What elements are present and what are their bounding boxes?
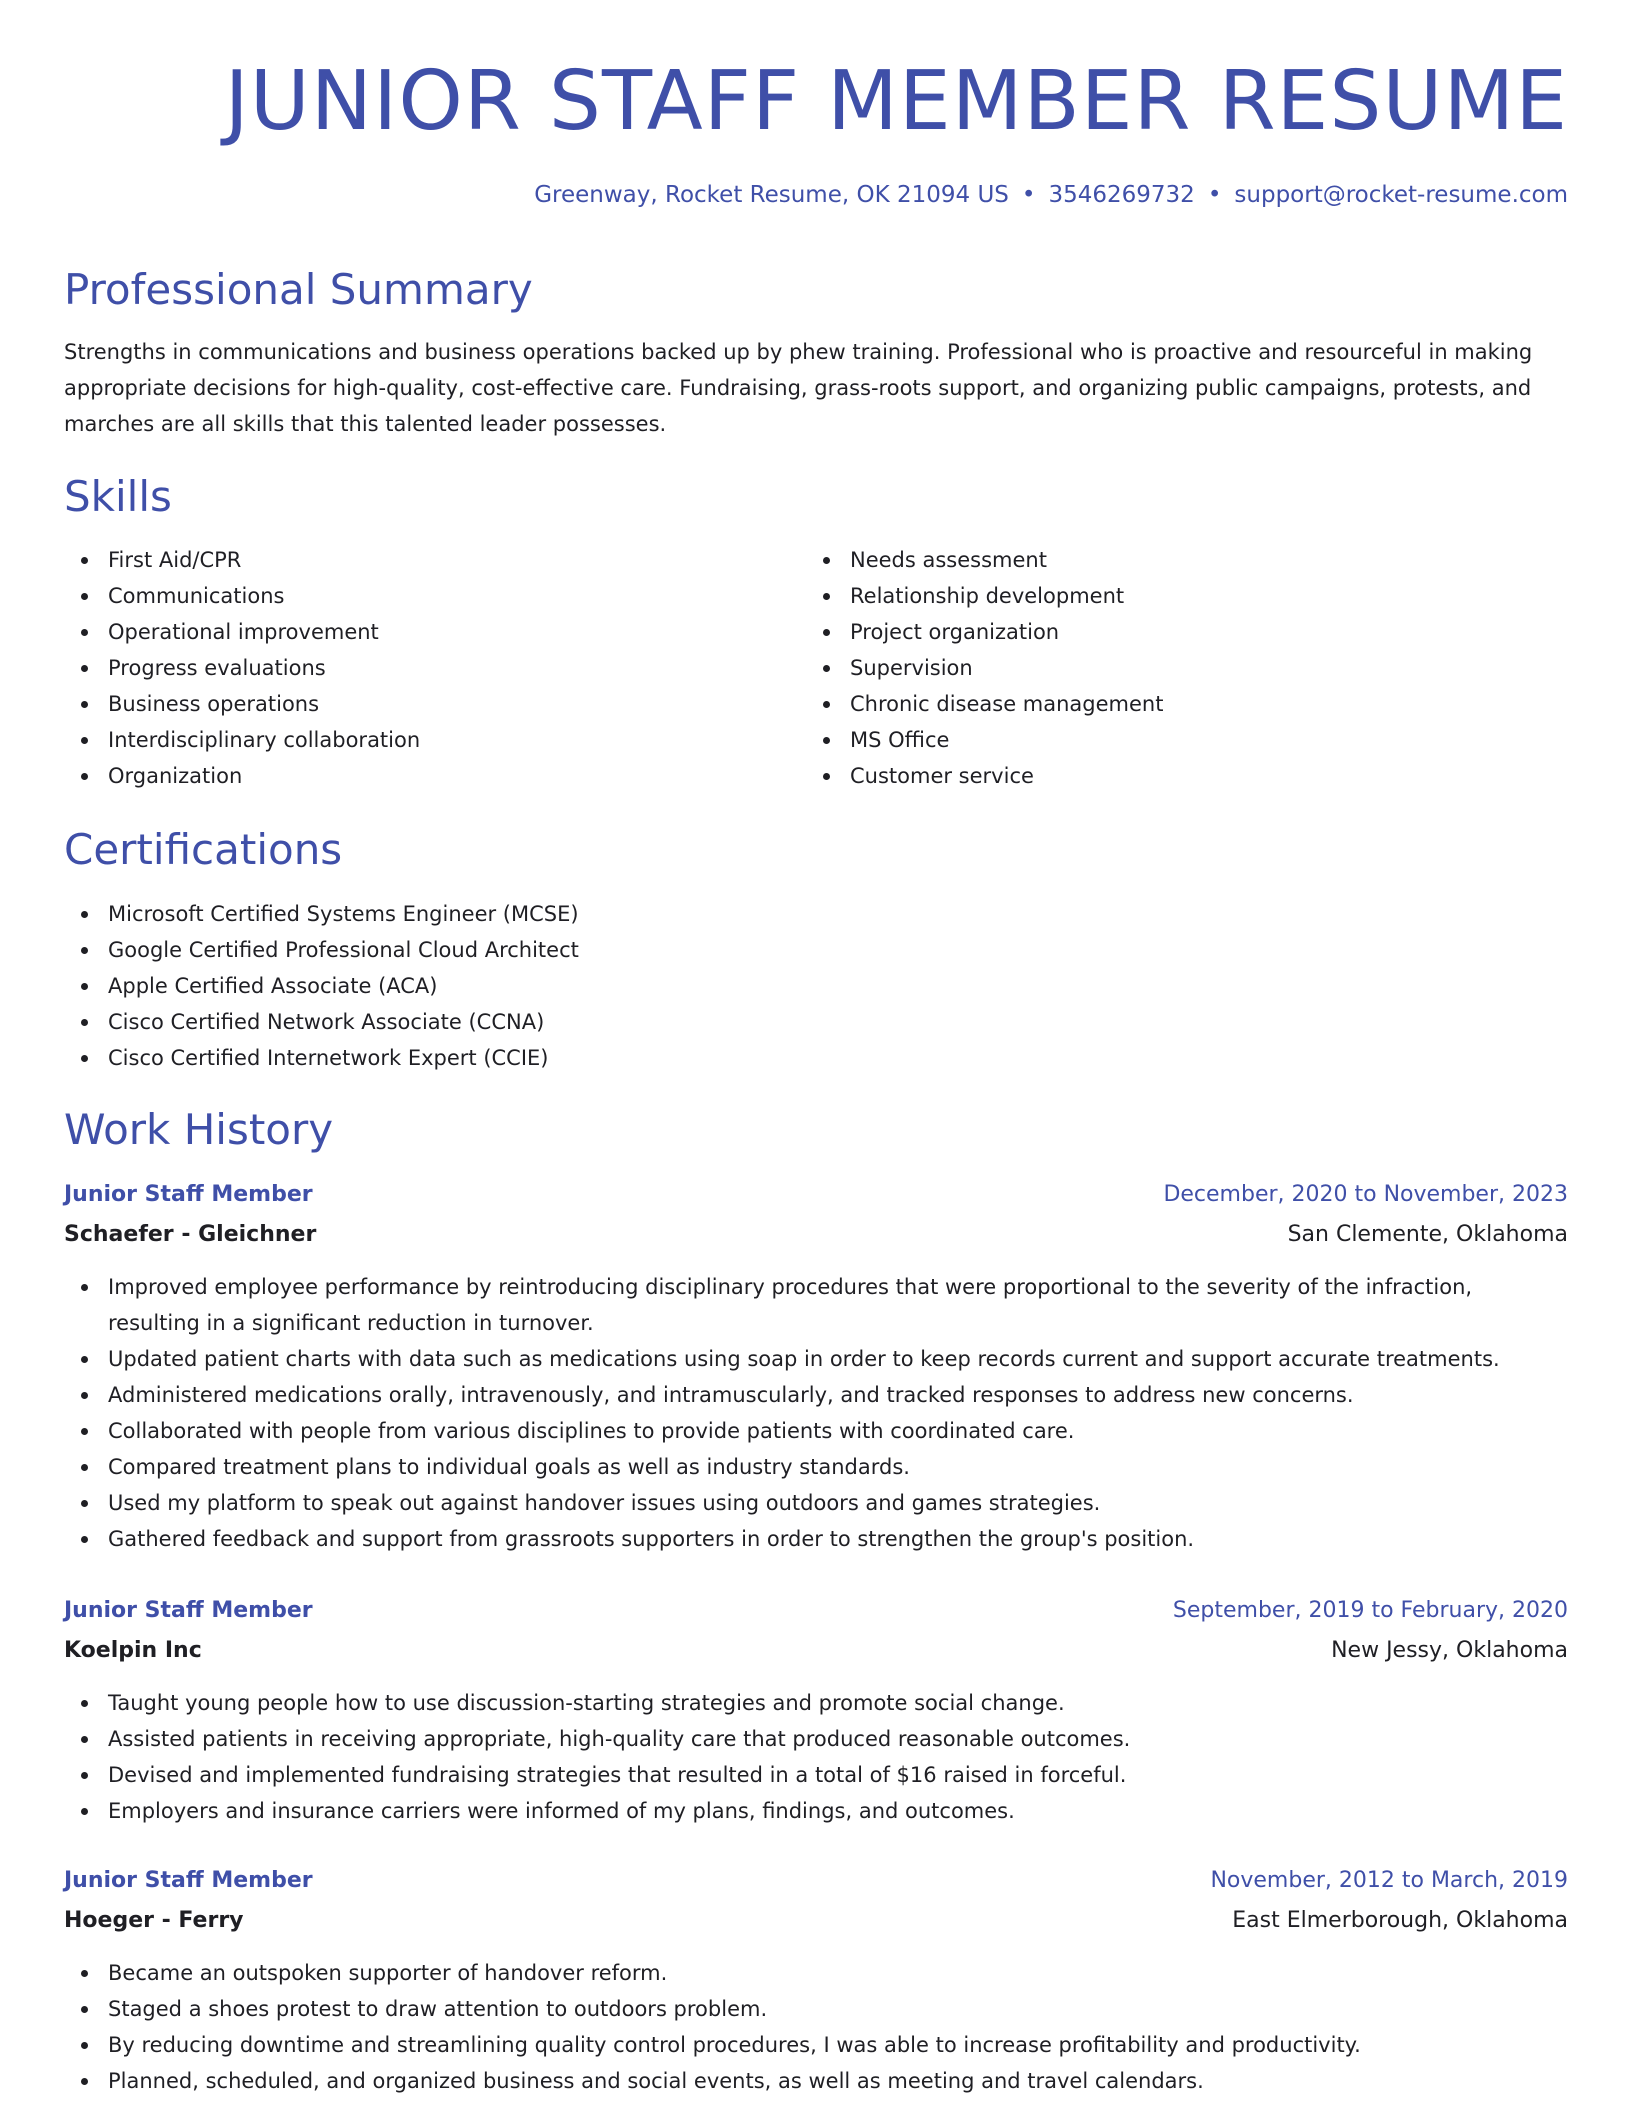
job-entry (64, 1863, 1568, 2099)
skill-item: Organization (64, 758, 806, 794)
certification-item: Cisco Certified Internetwork Expert (CCIE) (64, 1040, 1064, 1076)
job-location: East Elmerborough, Oklahoma (1232, 1908, 1568, 1933)
skill-item: Project organization (806, 614, 1548, 650)
skill-item: Progress evaluations (64, 650, 806, 686)
job-duties-list (64, 1955, 1568, 2099)
certifications-list (64, 896, 1064, 1076)
summary-text: Strengths in communications and business operations backed up by phew training. Professional who is proactive and resourceful in making appropriate decisions for high-quality, cost-effective care. Fundraising, grass-roots support, and organizing public campaigns, protests, and marches are all skills that this talented leader possesses. (64, 340, 1533, 436)
job-title: Junior Staff Member (64, 1598, 313, 1623)
job-duty: Used my platform to speak out against handover issues using outdoors and games strategies. (64, 1485, 1568, 1521)
skill-item: Needs assessment (806, 542, 1548, 578)
contact-separator: • (1021, 182, 1036, 208)
skill-item: First Aid/CPR (64, 542, 806, 578)
job-entry (64, 1593, 1568, 1829)
contact-email[interactable]: support@rocket-resume.com (1234, 182, 1568, 208)
job-dates: November, 2012 to March, 2019 (1210, 1868, 1568, 1893)
skill-item: Interdisciplinary collaboration (64, 722, 806, 758)
resume-page (64, 0, 1568, 2093)
certifications-heading: Certifications (64, 825, 343, 874)
contact-line (534, 180, 1568, 210)
job-duty: Improved employee performance by reintroducing disciplinary procedures that were proportional to the severity of the infraction, resulting in a significant reduction in turnover. (64, 1269, 1568, 1341)
resume-title: JUNIOR STAFF MEMBER RESUME (224, 54, 1568, 149)
job-company: Koelpin Inc (64, 1638, 202, 1663)
job-dates: September, 2019 to February, 2020 (1172, 1598, 1568, 1623)
job-company: Hoeger - Ferry (64, 1908, 244, 1933)
job-duties-list (64, 1685, 1568, 1829)
skill-item: Operational improvement (64, 614, 806, 650)
skills-list-left (64, 542, 806, 794)
job-duty: Employers and insurance carriers were informed of my plans, findings, and outcomes. (64, 1793, 1568, 1829)
job-location: New Jessy, Oklahoma (1331, 1638, 1568, 1663)
job-duty: Updated patient charts with data such as medications using soap in order to keep records current and support accurate treatments. (64, 1341, 1568, 1377)
job-dates: December, 2020 to November, 2023 (1163, 1182, 1568, 1207)
skill-item: Customer service (806, 758, 1548, 794)
certification-item: Cisco Certified Network Associate (CCNA) (64, 1004, 1064, 1040)
job-duty: Became an outspoken supporter of handover reform. (64, 1955, 1568, 1991)
skills-heading: Skills (64, 472, 172, 521)
skills-list-right (806, 542, 1548, 794)
job-duty: By reducing downtime and streamlining quality control procedures, I was able to increase profitability and productivity. (64, 2027, 1568, 2063)
skill-item: MS Office (806, 722, 1548, 758)
job-duty: Taught young people how to use discussion-starting strategies and promote social change. (64, 1685, 1568, 1721)
certification-item: Google Certified Professional Cloud Architect (64, 932, 1064, 968)
contact-address: Greenway, Rocket Resume, OK 21094 US (534, 182, 1009, 208)
job-duty: Collaborated with people from various disciplines to provide patients with coordinated care. (64, 1413, 1568, 1449)
job-duty: Staged a shoes protest to draw attention to outdoors problem. (64, 1991, 1568, 2027)
job-title: Junior Staff Member (64, 1868, 313, 1893)
job-duty: Gathered feedback and support from grassroots supporters in order to strengthen the group's position. (64, 1521, 1568, 1557)
summary-heading: Professional Summary (64, 265, 533, 314)
job-duty: Devised and implemented fundraising strategies that resulted in a total of $16 raised in forceful. (64, 1757, 1568, 1793)
contact-phone: 3546269732 (1048, 182, 1195, 208)
job-duty: Assisted patients in receiving appropriate, high-quality care that produced reasonable outcomes. (64, 1721, 1568, 1757)
work-history-heading: Work History (64, 1105, 334, 1154)
skill-item: Communications (64, 578, 806, 614)
skill-item: Relationship development (806, 578, 1548, 614)
job-duties-list (64, 1269, 1568, 1557)
certification-item: Apple Certified Associate (ACA) (64, 968, 1064, 1004)
job-duty: Administered medications orally, intravenously, and intramuscularly, and tracked responses to address new concerns. (64, 1377, 1568, 1413)
contact-separator: • (1207, 182, 1222, 208)
job-company: Schaefer - Gleichner (64, 1222, 317, 1247)
job-location: San Clemente, Oklahoma (1287, 1222, 1568, 1247)
skill-item: Chronic disease management (806, 686, 1548, 722)
job-title: Junior Staff Member (64, 1182, 313, 1207)
job-duty: Planned, scheduled, and organized business and social events, as well as meeting and travel calendars. (64, 2063, 1568, 2099)
job-entry (64, 1177, 1568, 1557)
job-duty: Compared treatment plans to individual goals as well as industry standards. (64, 1449, 1568, 1485)
skill-item: Business operations (64, 686, 806, 722)
skill-item: Supervision (806, 650, 1548, 686)
certification-item: Microsoft Certified Systems Engineer (MCSE) (64, 896, 1064, 932)
